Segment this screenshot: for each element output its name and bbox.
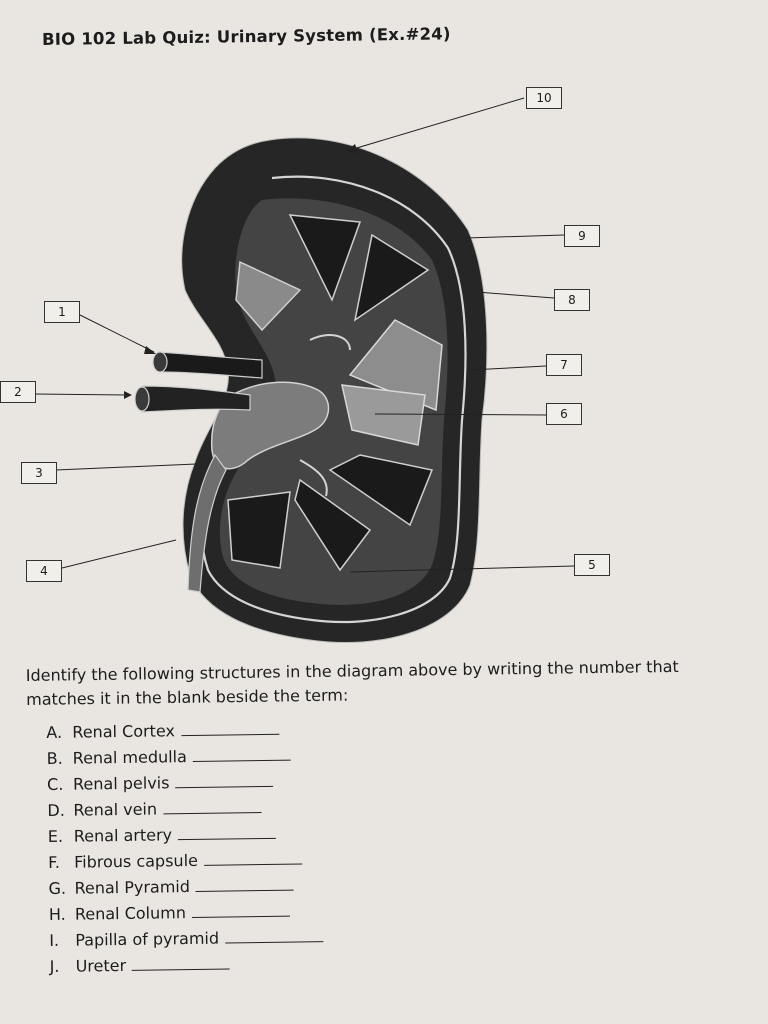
term-item — [48, 846, 322, 876]
term-item — [49, 924, 323, 954]
term-label: Renal Pyramid — [74, 877, 191, 898]
diagram-label-7: 7 — [546, 354, 582, 376]
term-letter: H. — [48, 904, 66, 924]
term-label: Fibrous capsule — [74, 850, 199, 872]
renal-vein-opening — [153, 352, 167, 372]
diagram-label-6: 6 — [546, 403, 582, 425]
term-label: Renal vein — [73, 799, 158, 820]
answer-blank[interactable] — [181, 722, 279, 736]
leader-line-10 — [350, 98, 524, 150]
term-letter: C. — [46, 774, 64, 795]
answer-blank[interactable] — [225, 929, 323, 943]
answer-blank[interactable] — [175, 774, 273, 788]
leader-line-9 — [466, 235, 564, 238]
term-item — [48, 872, 322, 902]
answer-blank[interactable] — [178, 826, 276, 840]
term-letter: A. — [46, 722, 63, 743]
term-item — [49, 898, 323, 928]
term-label: Renal Column — [74, 903, 187, 924]
term-item — [47, 742, 321, 772]
term-item — [48, 820, 322, 850]
leader-line-4 — [62, 540, 176, 568]
leader-line-2 — [34, 394, 130, 395]
answer-blank[interactable] — [193, 748, 291, 762]
diagram-label-10: 10 — [526, 87, 562, 109]
term-item — [49, 950, 323, 980]
term-label: Renal Cortex — [72, 721, 176, 742]
answer-blank[interactable] — [132, 956, 230, 970]
answer-blank[interactable] — [163, 800, 261, 814]
term-letter: I. — [49, 930, 60, 950]
term-label: Renal artery — [73, 825, 173, 846]
arrowhead-2 — [124, 391, 132, 399]
leader-line-8 — [476, 292, 554, 298]
answer-blank[interactable] — [192, 904, 290, 918]
diagram-label-4: 4 — [26, 560, 62, 582]
answer-blank[interactable] — [196, 878, 294, 892]
diagram-label-9: 9 — [564, 225, 600, 247]
term-list — [46, 716, 323, 980]
term-label: Renal medulla — [72, 747, 187, 768]
term-letter: F. — [48, 852, 61, 872]
leader-line-1 — [80, 315, 154, 352]
term-letter: D. — [47, 800, 65, 821]
leader-line-3 — [56, 464, 196, 470]
term-item — [47, 794, 321, 824]
term-label: Ureter — [75, 955, 127, 976]
diagram-label-3: 3 — [21, 462, 57, 484]
term-letter: G. — [48, 878, 67, 898]
diagram-label-5: 5 — [574, 554, 610, 576]
term-letter: E. — [47, 826, 64, 847]
term-letter: B. — [46, 748, 63, 769]
arrowhead-1 — [144, 346, 156, 354]
term-item — [47, 768, 321, 798]
diagram-label-1: 1 — [44, 301, 80, 323]
renal-artery-opening — [135, 387, 149, 411]
diagram-label-2: 2 — [0, 381, 36, 403]
term-letter: J. — [49, 956, 60, 976]
term-label: Renal pelvis — [72, 773, 170, 794]
page-title: BIO 102 Lab Quiz: Urinary System (Ex.#24) — [41, 24, 451, 49]
diagram-label-8: 8 — [554, 289, 590, 311]
renal-pyramid — [228, 492, 290, 568]
answer-blank[interactable] — [204, 851, 302, 865]
quiz-instructions: Identify the following structures in the diagram above by writing the number that matches it in the blank beside the term: — [25, 656, 679, 709]
term-item — [46, 716, 320, 746]
term-label: Papilla of pyramid — [75, 928, 220, 950]
